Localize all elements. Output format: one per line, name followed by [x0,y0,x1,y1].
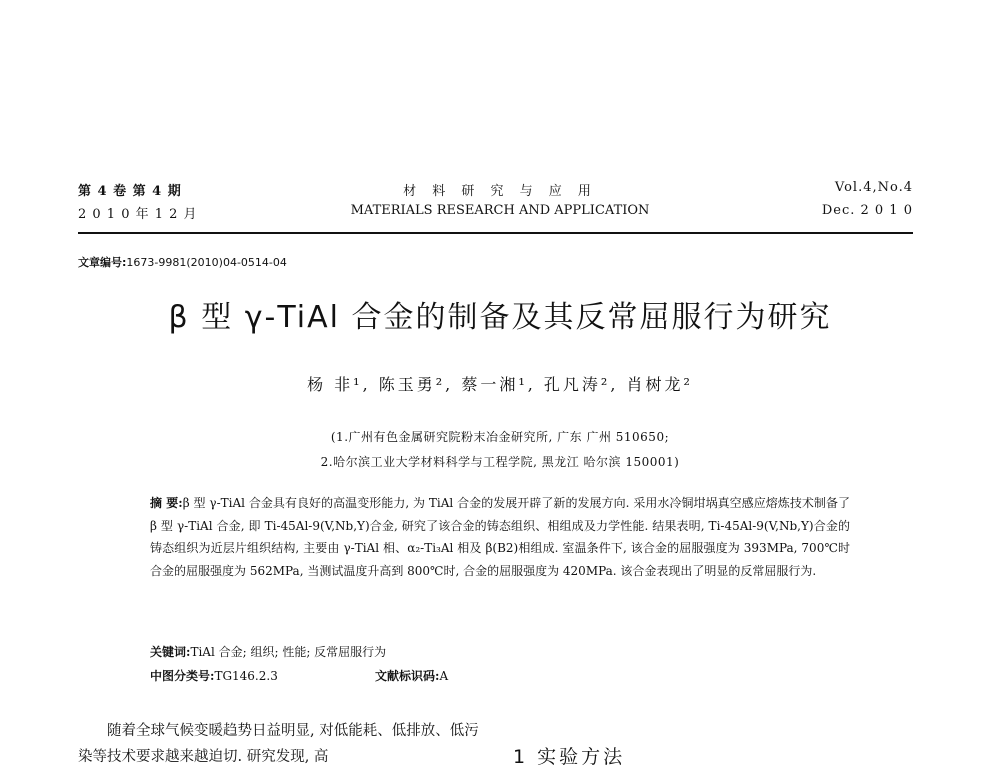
article-id [78,254,287,270]
author-list: 杨 非¹, 陈玉勇², 蔡一湘¹, 孔凡涛², 肖树龙² [307,375,693,394]
abstract-block [150,492,850,582]
issue-volume: 第 4 卷 第 4 期 [78,184,182,199]
affiliation-1: (1.广州有色金属研究院粉末冶金研究所, 广东 广州 510650; [330,430,670,444]
abstract-label: 摘 要: [150,496,183,510]
header-rule [78,232,913,234]
journal-name-cn: 材 料 研 究 与 应 用 [403,184,597,199]
doc-code-label: 文献标识码: [375,669,440,683]
clc-label: 中图分类号: [150,669,215,683]
issue-date-en: Dec. 2 0 1 0 [821,203,913,218]
paper-title: β 型 γ-TiAl 合金的制备及其反常屈服行为研究 [168,300,832,335]
section-heading: 1 实验方法 [513,746,626,768]
vol-no: Vol.4,No.4 [834,180,913,195]
journal-name-en: MATERIALS RESEARCH AND APPLICATION [350,203,650,218]
clc-value: TG146.2.3 [214,669,278,683]
article-id-label: 文章编号: [78,256,127,269]
abstract-text: β 型 γ-TiAl 合金具有良好的高温变形能力, 为 TiAl 合金的发展开辟了新的发展方向. 采用水冷铜坩埚真空感应熔炼技术制备了 β 型 γ-TiAl 合金, 即 Ti-45Al-9(V,Nb,Y)合金, 研究了该合金的铸态组织、相组成及力学性能. 结果表明, Ti-45Al-9(V,Nb,Y)合金的铸态组织为近层片组织结构, 主要由 γ-TiAl 相、α₂-Ti₃Al 相及 β(B2)相组成. 室温条件下, 该合金的屈服强度为 393MPa, 700℃时合金的屈服强度为 562MPa, 当测试温度升高到 800℃时, 合金的屈服强度为 420MPa. 该合金表现出了明显的反常屈服行为. [150,496,850,578]
keywords-value: TiAl 合金; 组织; 性能; 反常屈服行为 [190,645,387,659]
article-id-value: 1673-9981(2010)04-0514-04 [126,256,287,269]
keywords-line [150,643,386,660]
issue-date: 2 0 1 0 年 1 2 月 [78,207,198,222]
keywords-label: 关键词: [150,645,191,659]
doc-code-line [375,667,448,684]
affiliation-2: 2.哈尔滨工业大学材料科学与工程学院, 黑龙江 哈尔滨 150001) [320,455,680,469]
classification-line [150,667,278,684]
doc-code-value: A [439,669,449,683]
body-paragraph: 随着全球气候变暖趋势日益明显, 对低能耗、低排放、低污染等技术要求越来越迫切. 研究发现, 高 [78,723,479,765]
